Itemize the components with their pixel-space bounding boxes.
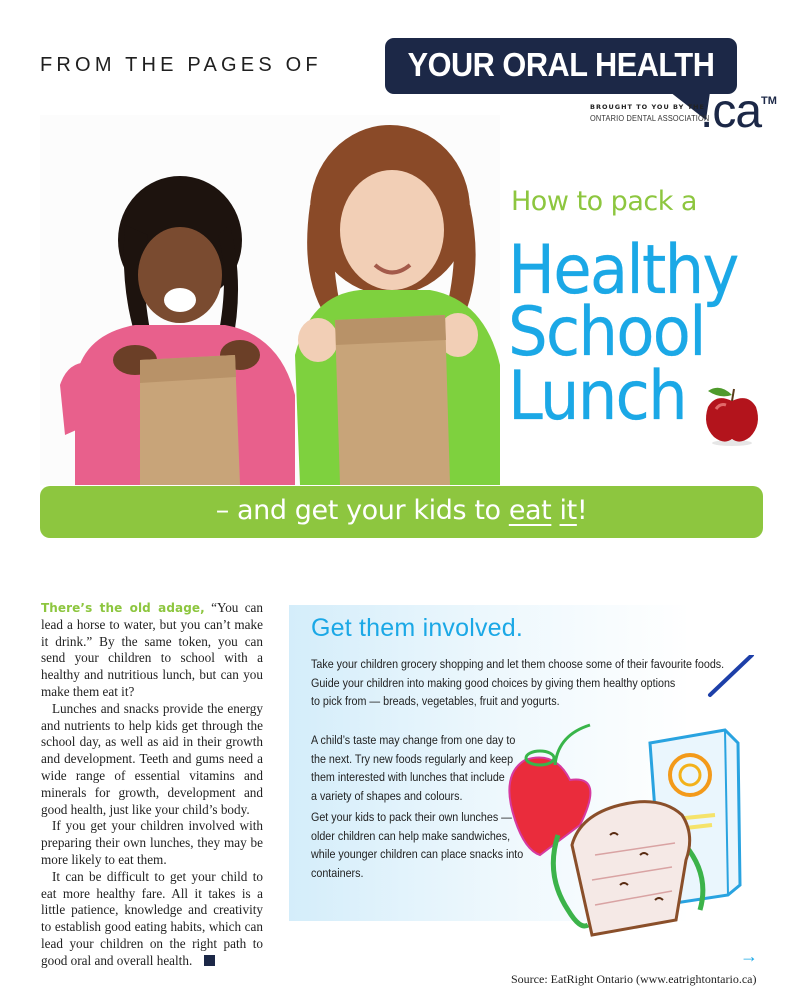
subtitle-emphasis-eat: eat <box>508 495 552 526</box>
article-paragraph-4-wrap <box>41 869 263 970</box>
sidebar-line: while younger children can place snacks into <box>311 847 524 861</box>
subtitle-emphasis-it: it <box>559 495 577 526</box>
association-label: ONTARIO DENTAL ASSOCIATION <box>590 114 710 123</box>
article-paragraph-3: If you get your children involved with preparing their own lunches, they may be more likely to eat them. <box>41 818 263 867</box>
sidebar-line: to pick from — breads, vegetables, fruit and yogurts. <box>311 694 560 708</box>
brand-badge-text: YOUR ORAL HEALTH <box>407 46 715 83</box>
sidebar-line: the next. Try new foods regularly and keep <box>311 751 514 766</box>
title-line-school: School <box>508 293 705 372</box>
title-line-healthy: Healthy <box>508 231 738 310</box>
sidebar-paragraph-3 <box>311 808 523 882</box>
subtitle-suffix: ! <box>576 495 588 526</box>
sidebar-line: Guide your children into making good choices by giving them healthy options <box>311 675 676 690</box>
article-paragraph-2: Lunches and snacks provide the energy and nutrients to help kids get through the school day, as well as aid in their growth and development. Teeth and gums need a wide range of essential vitamins and minerals for growth, development and good health, just like your child’s body. <box>41 700 263 817</box>
sidebar-line: a variety of shapes and colours. <box>311 788 463 803</box>
from-the-pages-of-label: FROM THE PAGES OF <box>40 54 322 76</box>
subtitle-text <box>40 495 763 526</box>
title-line-lunch: Lunch <box>508 357 686 436</box>
subtitle-space <box>551 495 559 526</box>
sidebar-line: containers. <box>311 865 364 880</box>
continue-arrow-icon: → <box>740 946 758 966</box>
title-kicker: How to pack a <box>511 186 697 217</box>
hero-photo <box>40 115 500 485</box>
subtitle-banner <box>40 486 763 538</box>
sidebar-line: A child’s taste may change from one day to <box>311 733 516 747</box>
article-body <box>41 600 263 970</box>
sidebar-line: Get your kids to pack their own lunches — <box>311 810 512 824</box>
sidebar-line: older children can help make sandwiches, <box>311 828 511 843</box>
red-apple-icon <box>702 383 762 447</box>
end-of-article-square-icon <box>204 955 215 966</box>
article-paragraph-1: “You can lead a horse to water, but you can’t make it drink.” By the same token, you can send your children to school with a healthy and nutritious lunch, but can you make them eat it? <box>41 600 264 699</box>
girls-with-lunch-bags-image <box>40 115 500 485</box>
sidebar-line: Take your children grocery shopping and let them choose some of their favourite foods. <box>311 657 725 671</box>
source-credit: Source: EatRight Ontario (www.eatrightontario.ca) <box>511 972 757 986</box>
article-paragraph-4: It can be difficult to get your child to eat more healthy fare. All it takes is a little patience, knowledge and creativity to establish good eating habits, which can lead your children on the right path to good oral and overall health. <box>41 868 263 968</box>
brought-by-label: BROUGHT TO YOU BY THE <box>590 103 705 111</box>
sidebar-title: Get them involved. <box>311 614 524 642</box>
crayon-lunch-drawing <box>500 655 780 940</box>
article-paragraph <box>41 600 263 701</box>
sidebar-line: them interested with lunches that include <box>311 770 505 784</box>
sidebar-paragraph-2 <box>311 731 515 805</box>
brand-suffix: .ca <box>700 85 762 138</box>
trademark-symbol: TM <box>761 95 777 107</box>
subtitle-prefix: – and get your kids to <box>215 495 509 526</box>
article-lead-in: There’s the old adage, <box>41 601 205 615</box>
brand-badge <box>385 38 737 94</box>
